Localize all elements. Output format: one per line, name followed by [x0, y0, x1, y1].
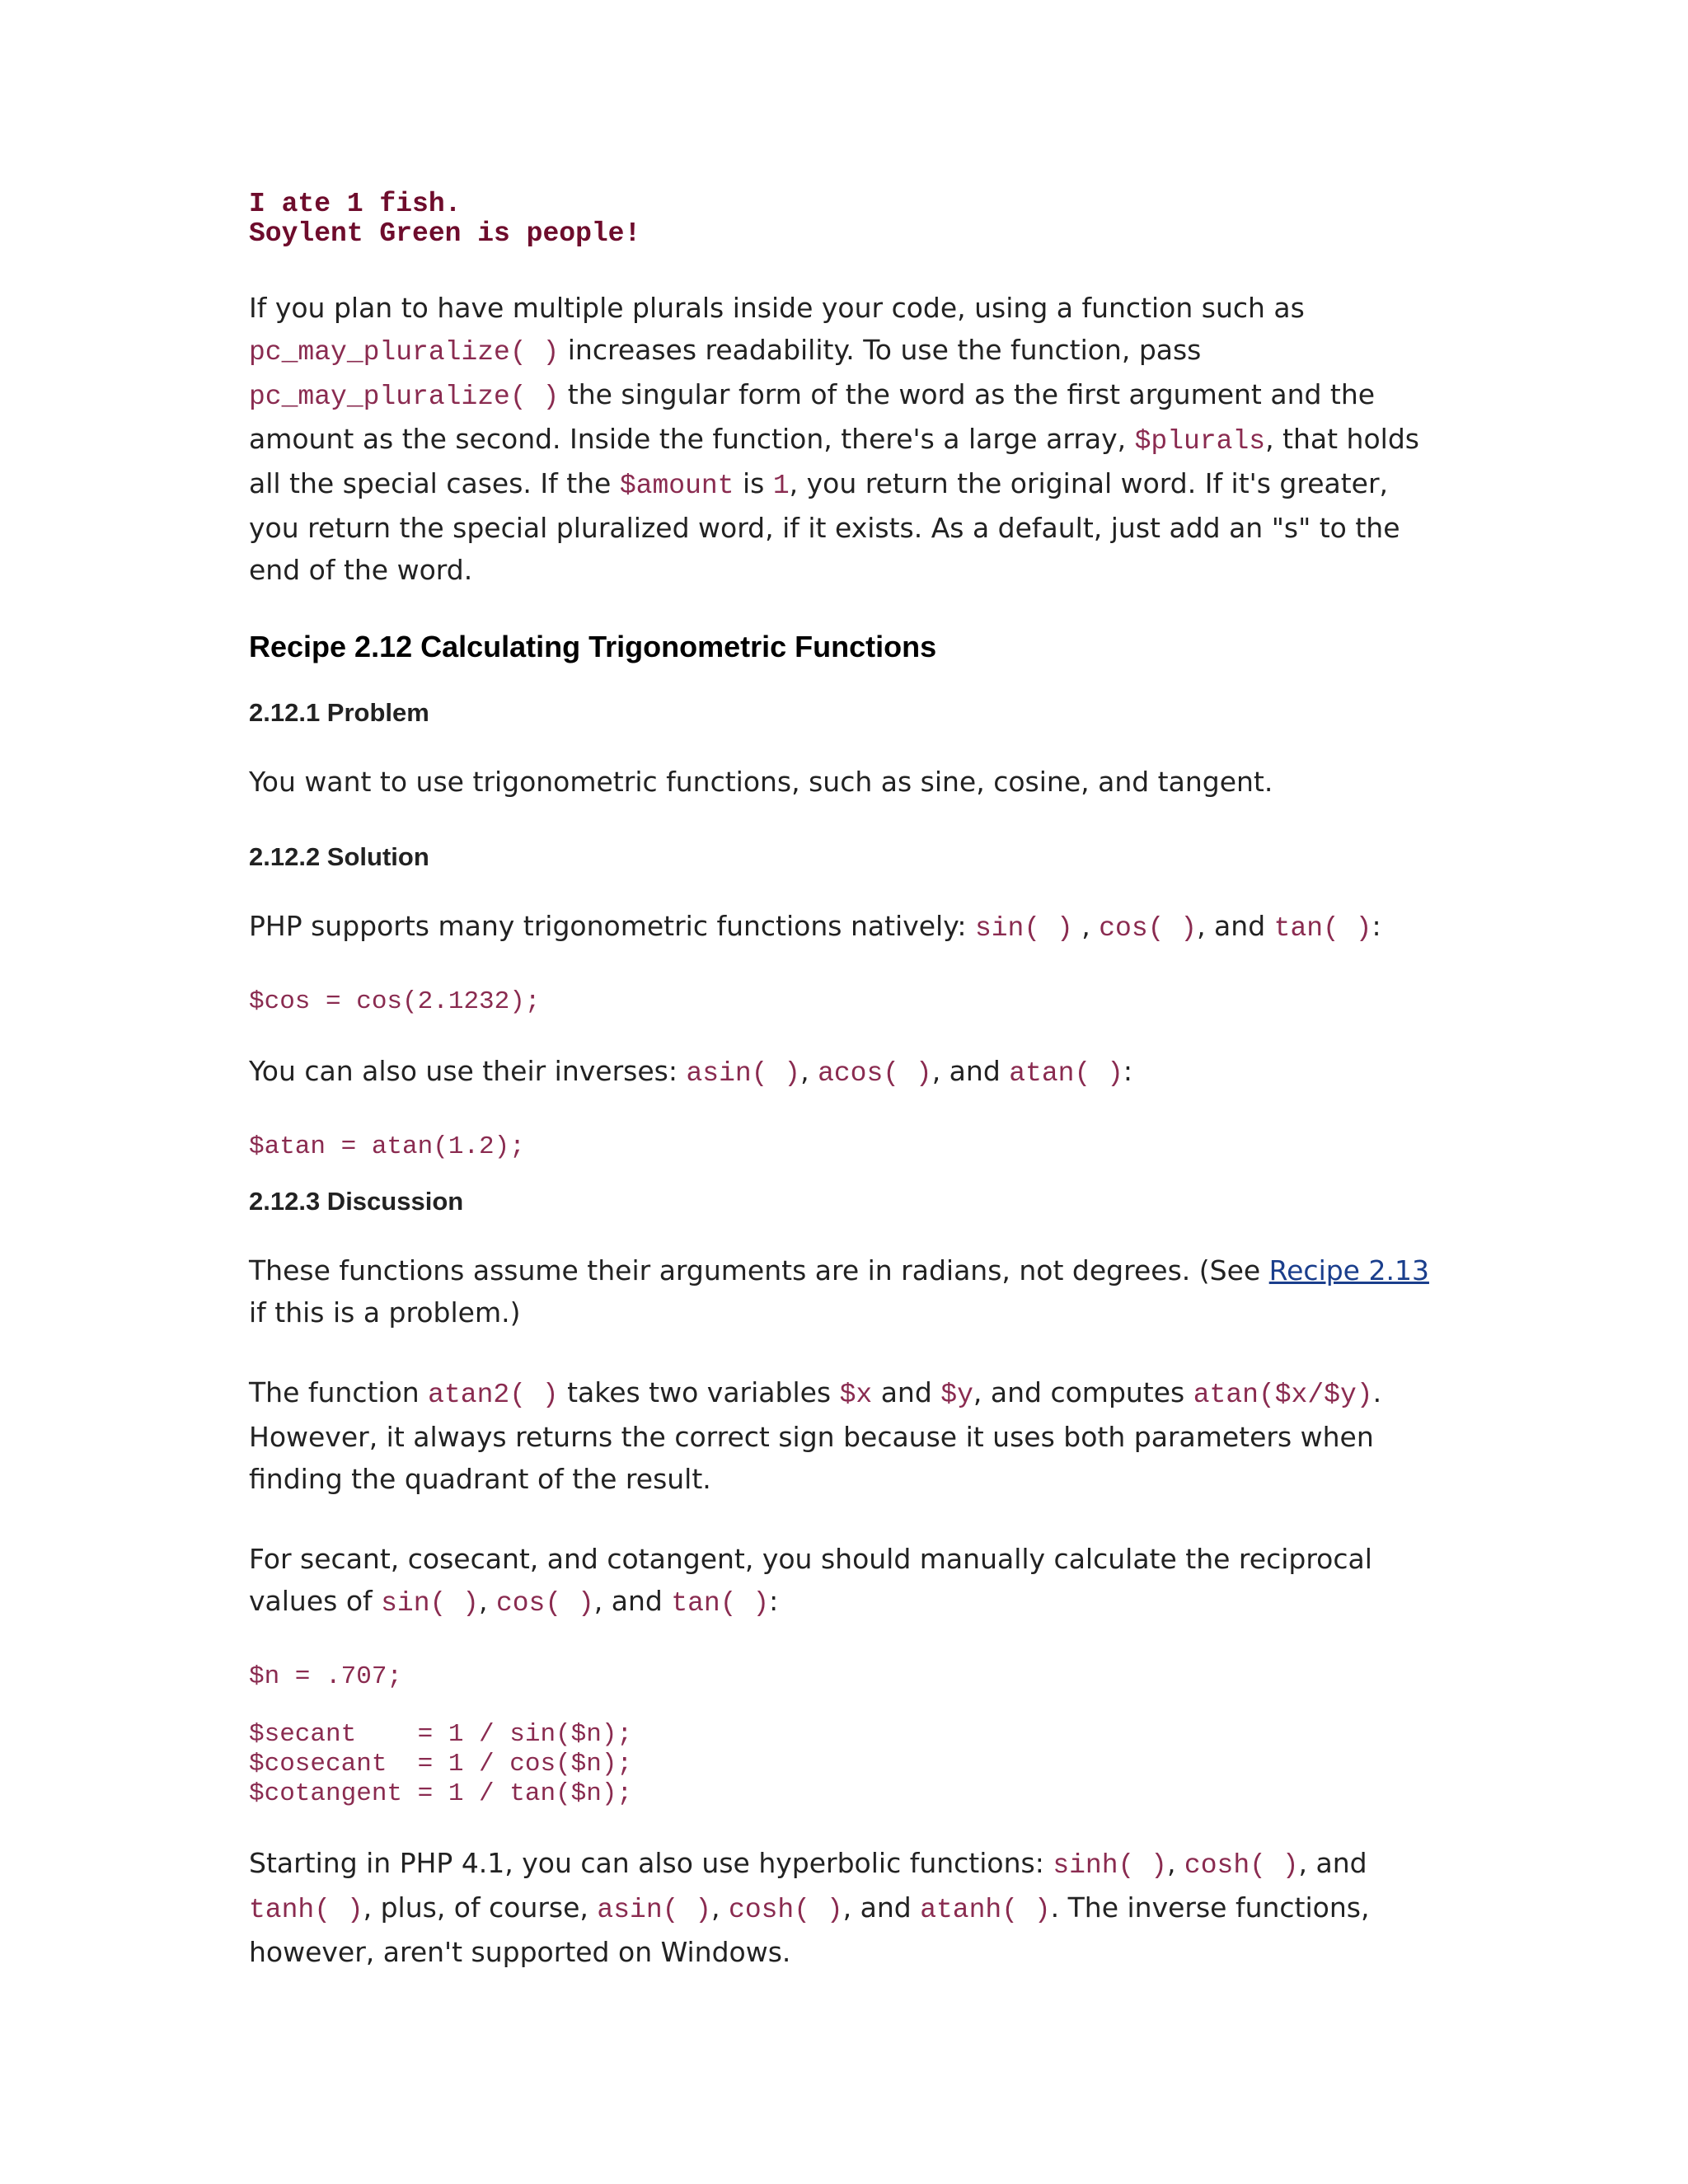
output-line: I ate 1 fish. — [249, 189, 462, 219]
inline-code: sin( ) — [381, 1588, 479, 1619]
inline-code: $x — [839, 1380, 873, 1410]
problem-heading: 2.12.1 Problem — [249, 698, 429, 727]
inline-code: asin( ) — [597, 1895, 712, 1925]
inline-code: pc_may_pluralize( ) — [249, 337, 560, 368]
solution-paragraph-2: You can also use their inverses: asin( ), acos( ), and atan( ): — [249, 1055, 1133, 1089]
inline-code: cosh( ) — [729, 1895, 843, 1925]
inline-code: sin( ) — [974, 913, 1073, 944]
program-output — [249, 190, 1436, 249]
inline-code: asin( ) — [686, 1058, 801, 1089]
document-page — [249, 190, 1436, 2011]
inline-code: $amount — [619, 471, 734, 501]
recipe-title: Recipe 2.12 Calculating Trigonometric Functions — [249, 630, 937, 663]
inline-code: cos( ) — [495, 1588, 594, 1619]
code-block-cos: $cos = cos(2.1232); — [249, 987, 541, 1016]
discussion-paragraph-2: The function atan2( ) takes two variables $x and $y, and computes atan($x/$y). However, it always returns the correct sign because it uses both parameters when finding the quadrant of the result. — [249, 1376, 1382, 1495]
code-block-atan: $atan = atan(1.2); — [249, 1132, 525, 1161]
solution-paragraph-1: PHP supports many trigonometric functions natively: sin( ) , cos( ), and tan( ): — [249, 910, 1381, 944]
inline-code: atan($x/$y) — [1193, 1380, 1373, 1410]
solution-heading: 2.12.2 Solution — [249, 842, 429, 871]
recipe-2-13-link[interactable]: Recipe 2.13 — [1268, 1254, 1429, 1286]
inline-code: sinh( ) — [1053, 1850, 1167, 1881]
code-block-n: $n = .707; — [249, 1662, 403, 1691]
inline-code: tan( ) — [1273, 913, 1372, 944]
inline-code: pc_may_pluralize( ) — [249, 382, 560, 412]
pluralize-paragraph: If you plan to have multiple plurals inside your code, using a function such as pc_may_pluralize( ) increases readability. To use the function, pass pc_may_pluralize( ) the singular form of the word as the first argument and the amount as the second. Inside the function, there's a large array, $plurals, that holds all the special cases. If the $amount is 1, you return the original word. If it's greater, you return the special pluralized word, if it exists. As a default, just add an "s" to the end of the word. — [249, 292, 1419, 586]
code-block-reciprocals: $secant = 1 / sin($n); $cosecant = 1 / cos($n); $cotangent = 1 / tan($n); — [249, 1720, 633, 1808]
discussion-paragraph-3: For secant, cosecant, and cotangent, you should manually calculate the reciprocal values of sin( ), cos( ), and tan( ): — [249, 1543, 1372, 1619]
inline-code: atan( ) — [1009, 1058, 1123, 1089]
discussion-paragraph-4: Starting in PHP 4.1, you can also use hyperbolic functions: sinh( ), cosh( ), and tanh( ), plus, of course, asin( ), cosh( ), and atanh( ). The inverse functions, however, aren't supported on Windows. — [249, 1847, 1370, 1968]
inline-code: acos( ) — [818, 1058, 932, 1089]
inline-code: tan( ) — [671, 1588, 770, 1619]
inline-code: cosh( ) — [1184, 1850, 1299, 1881]
inline-code: tanh( ) — [249, 1895, 363, 1925]
discussion-paragraph-1: These functions assume their arguments are in radians, not degrees. (See Recipe 2.13 if this is a problem.) — [249, 1254, 1429, 1329]
inline-code: $plurals — [1134, 426, 1266, 457]
inline-code: $y — [940, 1380, 973, 1410]
inline-code: atanh( ) — [920, 1895, 1051, 1925]
discussion-heading: 2.12.3 Discussion — [249, 1187, 464, 1216]
output-line: Soylent Green is people! — [249, 218, 641, 249]
inline-code: cos( ) — [1099, 913, 1198, 944]
inline-code: atan2( ) — [428, 1380, 559, 1410]
inline-code: 1 — [772, 471, 790, 501]
problem-text: You want to use trigonometric functions, such as sine, cosine, and tangent. — [249, 766, 1273, 798]
